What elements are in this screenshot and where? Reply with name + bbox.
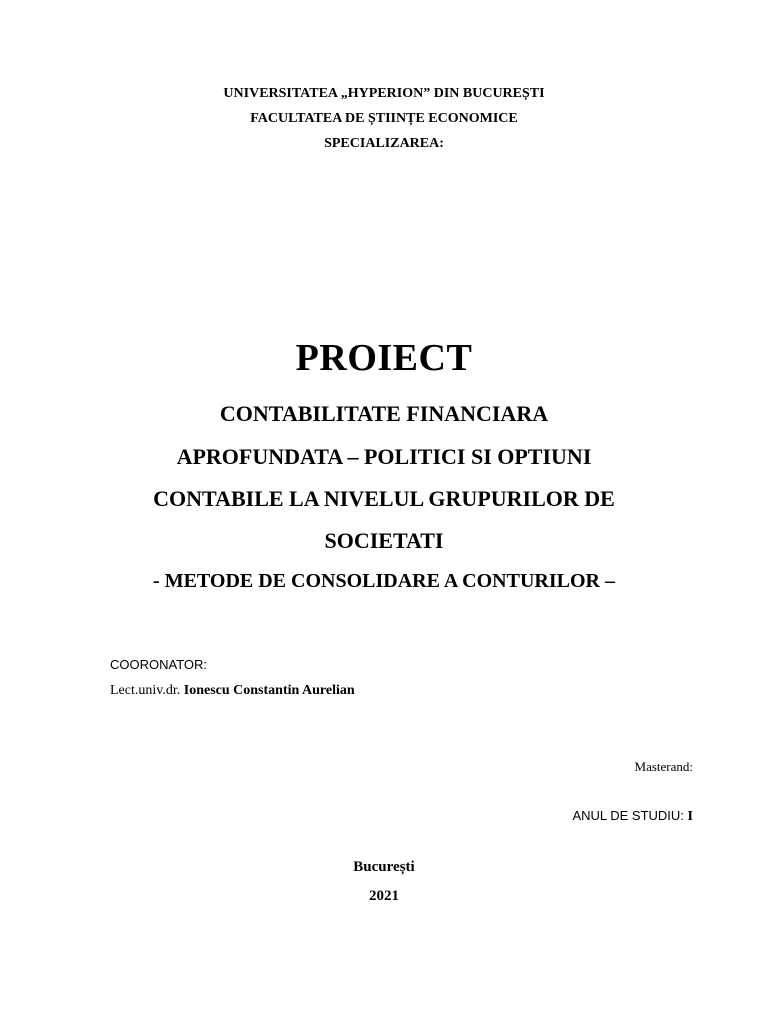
coordinator-name: Ionescu Constantin Aurelian: [183, 683, 355, 698]
project-subtitle: - METODE DE CONSOLIDARE A CONTURILOR –: [153, 570, 615, 592]
student-label: Masterand:: [634, 759, 693, 774]
project-title-line-3: CONTABILE LA NIVELUL GRUPURILOR DE: [153, 486, 615, 511]
specialization-label: SPECIALIZAREA:: [324, 136, 444, 151]
university-name: UNIVERSITATEA „HYPERION” DIN BUCUREȘTI: [223, 86, 545, 101]
project-title-line-1: CONTABILITATE FINANCIARA: [219, 401, 549, 426]
study-year-line: [572, 808, 693, 825]
project-title-line-4: SOCIETATI: [324, 528, 444, 553]
faculty-name: FACULTATEA DE ȘTIINȚE ECONOMICE: [250, 111, 518, 126]
study-year-label: ANUL DE STUDIU:: [572, 808, 684, 823]
footer-year: 2021: [369, 888, 399, 904]
study-year-value: I: [687, 809, 693, 824]
document-title: PROIECT: [295, 337, 473, 379]
coordinator-line: [110, 683, 355, 699]
coordinator-label: COORONATOR:: [110, 657, 208, 672]
footer-city: București: [353, 859, 415, 875]
coordinator-title-prefix: Lect.univ.dr.: [110, 683, 181, 698]
project-title-line-2: APROFUNDATA – POLITICI SI OPTIUNI: [176, 444, 592, 469]
